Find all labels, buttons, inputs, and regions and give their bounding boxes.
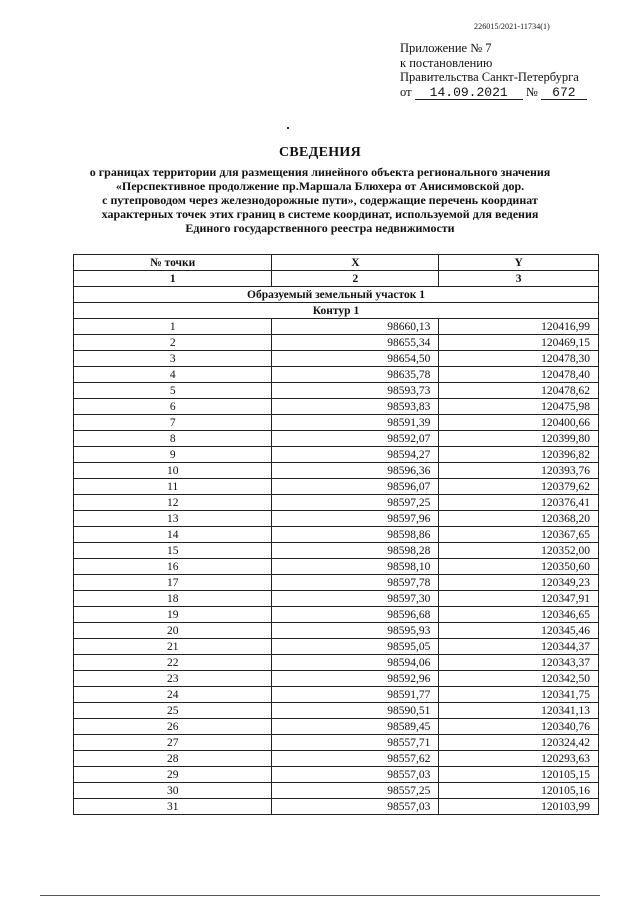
header-point-number: № точки bbox=[74, 255, 272, 271]
point-number-cell: 3 bbox=[74, 351, 272, 367]
point-number-cell: 24 bbox=[74, 687, 272, 703]
appendix-date-line bbox=[400, 85, 587, 100]
table-row bbox=[74, 767, 599, 783]
point-number-cell: 21 bbox=[74, 639, 272, 655]
table-row bbox=[74, 639, 599, 655]
document-id: 226015/2021-11734(1) bbox=[474, 22, 550, 31]
y-coordinate-cell: 120478,62 bbox=[439, 383, 599, 399]
y-coordinate-cell: 120416,99 bbox=[439, 319, 599, 335]
point-number-cell: 14 bbox=[74, 527, 272, 543]
x-coordinate-cell: 98591,77 bbox=[272, 687, 439, 703]
y-coordinate-cell: 120341,13 bbox=[439, 703, 599, 719]
point-number-cell: 16 bbox=[74, 559, 272, 575]
y-coordinate-cell: 120379,62 bbox=[439, 479, 599, 495]
x-coordinate-cell: 98557,71 bbox=[272, 735, 439, 751]
x-coordinate-cell: 98598,28 bbox=[272, 543, 439, 559]
appendix-line-2: к постановлению bbox=[400, 55, 493, 70]
y-coordinate-cell: 120400,66 bbox=[439, 415, 599, 431]
subtitle-line: характерных точек этих границ в системе координат, используемой для ведения bbox=[101, 207, 539, 221]
x-coordinate-cell: 98557,03 bbox=[272, 767, 439, 783]
x-coordinate-cell: 98596,68 bbox=[272, 607, 439, 623]
point-number-cell: 28 bbox=[74, 751, 272, 767]
table-row bbox=[74, 607, 599, 623]
table-row bbox=[74, 591, 599, 607]
table-row bbox=[74, 527, 599, 543]
table-row bbox=[74, 367, 599, 383]
table-row bbox=[74, 623, 599, 639]
table-row bbox=[74, 351, 599, 367]
point-number-cell: 11 bbox=[74, 479, 272, 495]
column-number-row bbox=[74, 271, 599, 287]
appendix-line-1: Приложение № 7 bbox=[400, 41, 492, 55]
coordinates-table bbox=[73, 254, 599, 815]
point-number-cell: 17 bbox=[74, 575, 272, 591]
subtitle-line: Единого государственного реестра недвижимости bbox=[185, 221, 455, 235]
x-coordinate-cell: 98590,51 bbox=[272, 703, 439, 719]
point-number-cell: 10 bbox=[74, 463, 272, 479]
subtitle-line: с путепроводом через железнодорожные пути», содержащие перечень координат bbox=[102, 193, 538, 207]
document-subtitle bbox=[60, 165, 580, 235]
x-coordinate-cell: 98557,25 bbox=[272, 783, 439, 799]
subtitle-line: о границах территории для размещения линейного объекта регионального значения bbox=[89, 165, 551, 179]
point-number-cell: 8 bbox=[74, 431, 272, 447]
x-coordinate-cell: 98660,13 bbox=[272, 319, 439, 335]
contour-title: Контур 1 bbox=[74, 303, 599, 319]
y-coordinate-cell: 120345,46 bbox=[439, 623, 599, 639]
y-coordinate-cell: 120478,40 bbox=[439, 367, 599, 383]
date-prefix: от bbox=[400, 84, 412, 99]
x-coordinate-cell: 98598,10 bbox=[272, 559, 439, 575]
table-row bbox=[74, 655, 599, 671]
table-row bbox=[74, 447, 599, 463]
y-coordinate-cell: 120340,76 bbox=[439, 719, 599, 735]
resolution-number: 672 bbox=[541, 87, 587, 100]
subtitle-line: «Перспективное продолжение пр.Маршала Блюхера от Анисимовской дор. bbox=[115, 179, 525, 193]
point-number-cell: 20 bbox=[74, 623, 272, 639]
column-number-1: 1 bbox=[74, 271, 272, 287]
point-number-cell: 29 bbox=[74, 767, 272, 783]
y-coordinate-cell: 120293,63 bbox=[439, 751, 599, 767]
x-coordinate-cell: 98635,78 bbox=[272, 367, 439, 383]
x-coordinate-cell: 98592,07 bbox=[272, 431, 439, 447]
y-coordinate-cell: 120396,82 bbox=[439, 447, 599, 463]
y-coordinate-cell: 120376,41 bbox=[439, 495, 599, 511]
point-number-cell: 23 bbox=[74, 671, 272, 687]
table-row bbox=[74, 463, 599, 479]
point-number-cell: 22 bbox=[74, 655, 272, 671]
y-coordinate-cell: 120105,15 bbox=[439, 767, 599, 783]
x-coordinate-cell: 98595,05 bbox=[272, 639, 439, 655]
table-row bbox=[74, 559, 599, 575]
point-number-cell: 4 bbox=[74, 367, 272, 383]
table-row bbox=[74, 415, 599, 431]
coordinates-body bbox=[74, 319, 599, 815]
y-coordinate-cell: 120347,91 bbox=[439, 591, 599, 607]
point-number-cell: 18 bbox=[74, 591, 272, 607]
table-row bbox=[74, 671, 599, 687]
table-row bbox=[74, 735, 599, 751]
y-coordinate-cell: 120399,80 bbox=[439, 431, 599, 447]
y-coordinate-cell: 120469,15 bbox=[439, 335, 599, 351]
number-prefix: № bbox=[525, 84, 538, 99]
table-row bbox=[74, 703, 599, 719]
y-coordinate-cell: 120367,65 bbox=[439, 527, 599, 543]
point-number-cell: 31 bbox=[74, 799, 272, 815]
y-coordinate-cell: 120103,99 bbox=[439, 799, 599, 815]
point-number-cell: 27 bbox=[74, 735, 272, 751]
bottom-divider bbox=[40, 895, 600, 896]
point-number-cell: 30 bbox=[74, 783, 272, 799]
x-coordinate-cell: 98557,03 bbox=[272, 799, 439, 815]
x-coordinate-cell: 98654,50 bbox=[272, 351, 439, 367]
x-coordinate-cell: 98655,34 bbox=[272, 335, 439, 351]
appendix-block bbox=[400, 41, 587, 100]
column-number-3: 3 bbox=[439, 271, 599, 287]
x-coordinate-cell: 98594,27 bbox=[272, 447, 439, 463]
y-coordinate-cell: 120349,23 bbox=[439, 575, 599, 591]
table-row bbox=[74, 719, 599, 735]
x-coordinate-cell: 98594,06 bbox=[272, 655, 439, 671]
table-row bbox=[74, 687, 599, 703]
x-coordinate-cell: 98597,25 bbox=[272, 495, 439, 511]
x-coordinate-cell: 98597,30 bbox=[272, 591, 439, 607]
column-number-2: 2 bbox=[272, 271, 439, 287]
header-x: X bbox=[272, 255, 439, 271]
table-row bbox=[74, 319, 599, 335]
section-title: Образуемый земельный участок 1 bbox=[74, 287, 599, 303]
table-row bbox=[74, 479, 599, 495]
x-coordinate-cell: 98597,96 bbox=[272, 511, 439, 527]
point-number-cell: 5 bbox=[74, 383, 272, 399]
table-row bbox=[74, 383, 599, 399]
y-coordinate-cell: 120393,76 bbox=[439, 463, 599, 479]
y-coordinate-cell: 120324,42 bbox=[439, 735, 599, 751]
contour-row bbox=[74, 303, 599, 319]
y-coordinate-cell: 120478,30 bbox=[439, 351, 599, 367]
table-row bbox=[74, 495, 599, 511]
point-number-cell: 1 bbox=[74, 319, 272, 335]
table-row bbox=[74, 399, 599, 415]
x-coordinate-cell: 98596,07 bbox=[272, 479, 439, 495]
x-coordinate-cell: 98592,96 bbox=[272, 671, 439, 687]
point-number-cell: 13 bbox=[74, 511, 272, 527]
table-row bbox=[74, 799, 599, 815]
section-row bbox=[74, 287, 599, 303]
x-coordinate-cell: 98597,78 bbox=[272, 575, 439, 591]
y-coordinate-cell: 120368,20 bbox=[439, 511, 599, 527]
point-number-cell: 6 bbox=[74, 399, 272, 415]
table-row bbox=[74, 783, 599, 799]
stray-dot bbox=[287, 127, 289, 129]
x-coordinate-cell: 98595,93 bbox=[272, 623, 439, 639]
point-number-cell: 19 bbox=[74, 607, 272, 623]
point-number-cell: 2 bbox=[74, 335, 272, 351]
table-row bbox=[74, 575, 599, 591]
y-coordinate-cell: 120352,00 bbox=[439, 543, 599, 559]
x-coordinate-cell: 98589,45 bbox=[272, 719, 439, 735]
x-coordinate-cell: 98593,83 bbox=[272, 399, 439, 415]
appendix-line-3: Правительства Санкт-Петербурга bbox=[400, 70, 579, 84]
point-number-cell: 25 bbox=[74, 703, 272, 719]
point-number-cell: 12 bbox=[74, 495, 272, 511]
y-coordinate-cell: 120343,37 bbox=[439, 655, 599, 671]
x-coordinate-cell: 98593,73 bbox=[272, 383, 439, 399]
table-row bbox=[74, 431, 599, 447]
point-number-cell: 7 bbox=[74, 415, 272, 431]
x-coordinate-cell: 98557,62 bbox=[272, 751, 439, 767]
point-number-cell: 9 bbox=[74, 447, 272, 463]
point-number-cell: 15 bbox=[74, 543, 272, 559]
y-coordinate-cell: 120105,16 bbox=[439, 783, 599, 799]
y-coordinate-cell: 120475,98 bbox=[439, 399, 599, 415]
y-coordinate-cell: 120350,60 bbox=[439, 559, 599, 575]
table-row bbox=[74, 751, 599, 767]
table-header-row bbox=[74, 255, 599, 271]
page-title: СВЕДЕНИЯ bbox=[278, 145, 362, 160]
point-number-cell: 26 bbox=[74, 719, 272, 735]
x-coordinate-cell: 98596,36 bbox=[272, 463, 439, 479]
table-row bbox=[74, 335, 599, 351]
table-row bbox=[74, 543, 599, 559]
resolution-date: 14.09.2021 bbox=[415, 87, 523, 100]
x-coordinate-cell: 98598,86 bbox=[272, 527, 439, 543]
y-coordinate-cell: 120344,37 bbox=[439, 639, 599, 655]
x-coordinate-cell: 98591,39 bbox=[272, 415, 439, 431]
header-y: Y bbox=[439, 255, 599, 271]
table-row bbox=[74, 511, 599, 527]
y-coordinate-cell: 120346,65 bbox=[439, 607, 599, 623]
y-coordinate-cell: 120342,50 bbox=[439, 671, 599, 687]
y-coordinate-cell: 120341,75 bbox=[439, 687, 599, 703]
